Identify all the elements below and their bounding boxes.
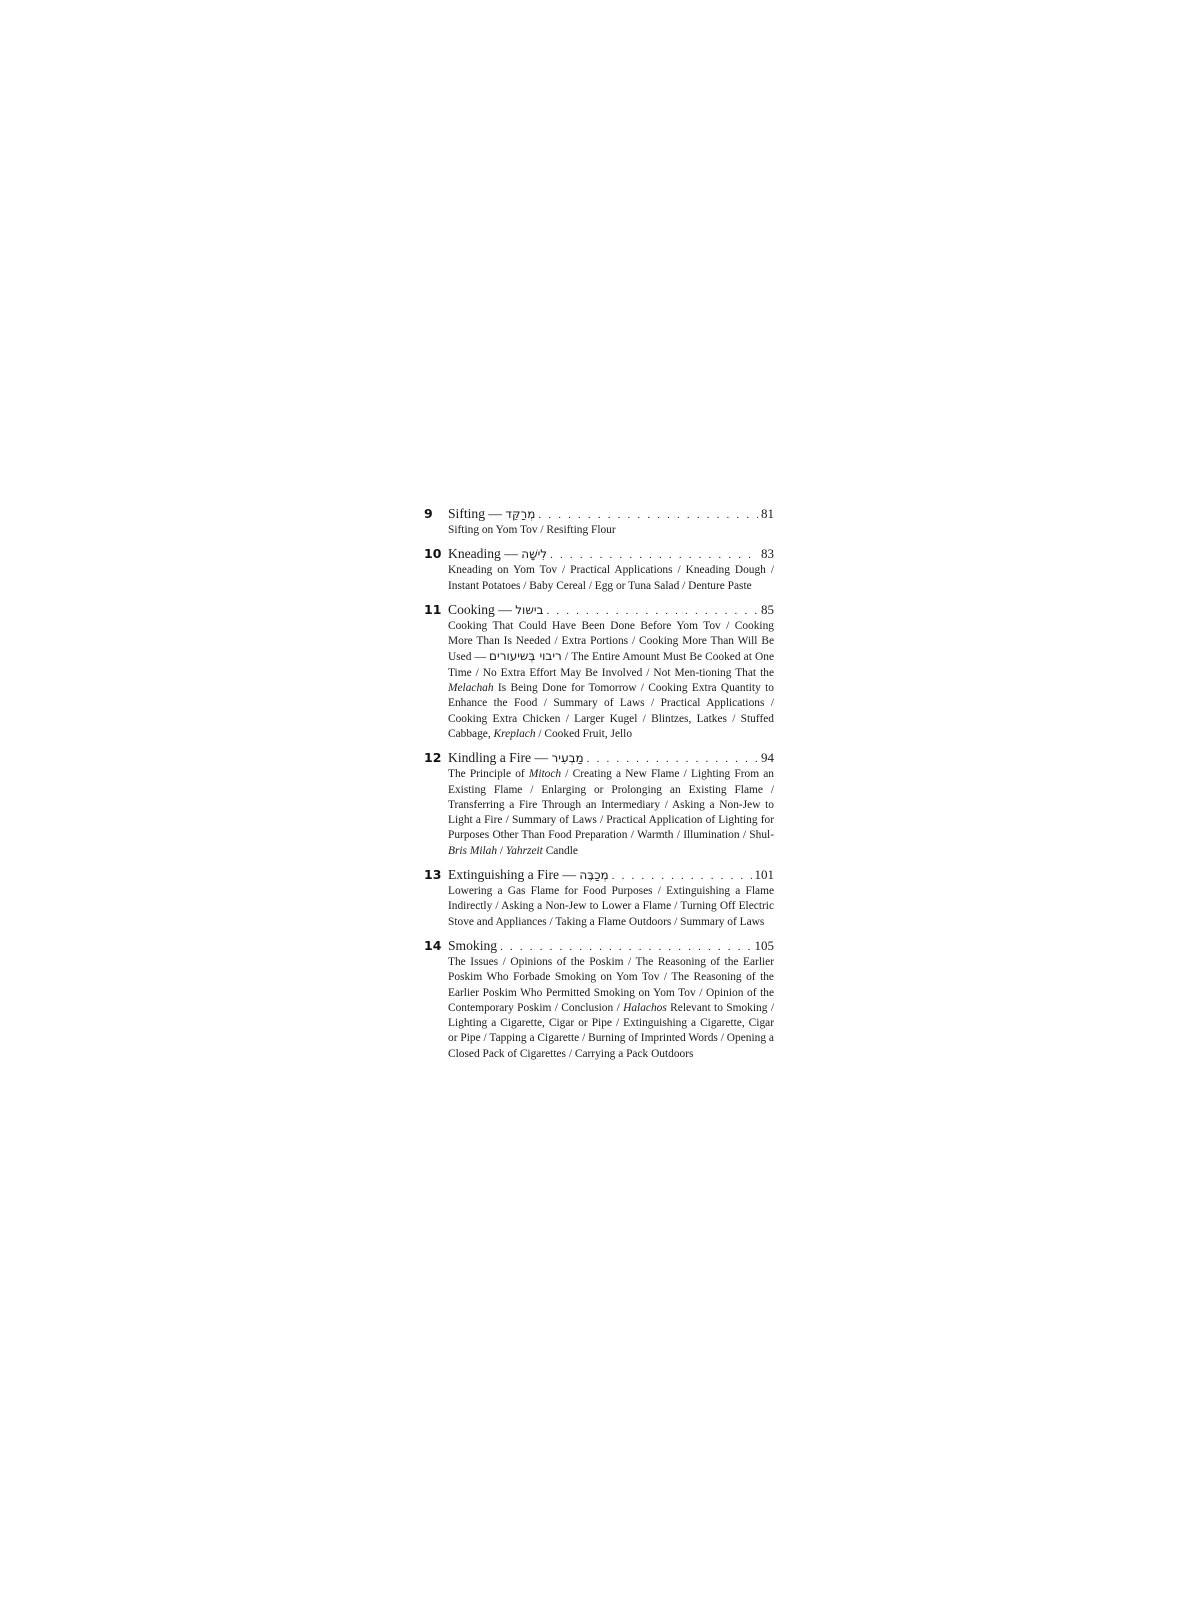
chapter-description [448, 619, 774, 742]
description-text: Relevant to Smoking / Lighting a Cigarette, Cigar or Pipe / Extinguishing a Cigarette, Cigar or Pipe / Tapping a Cigarette / Burning of Imprinted Words / Opening a Closed Pack of Cigarettes / Carrying a Pack Outdoors [448, 1001, 774, 1060]
chapter-title: Extinguishing a Fire [448, 867, 560, 883]
chapter-description [448, 767, 774, 859]
title-dash: — [504, 546, 518, 562]
page-number: 81 [761, 506, 774, 521]
hebrew-term: בישול [515, 602, 544, 617]
hebrew-term: מַבְעִיר [551, 751, 584, 766]
hebrew-term: מְכַבֶּה [579, 868, 609, 883]
hebrew-term: לִישָׁה [521, 547, 548, 562]
toc-entry [424, 750, 774, 859]
italic-term: Kreplach [493, 727, 536, 740]
description-text: Lowering a Gas Flame for Food Purposes / Extinguishing a Flame Indirectly / Asking a Non-Jew to Lower a Flame / Turning Off Electric Stove and Appliances / Taking a Flame Outdoors / Summary of Laws [448, 885, 774, 928]
page-number: 105 [754, 937, 774, 953]
description-text: Is Being Done for Tomorrow / Cooking Extra Quantity to Enhance the Food / Summary of Laws / Practical Applications / Cooking Extra Chicken / Larger Kugel / Blintzes, Latkes / Stuffed Cabbage, [448, 682, 774, 740]
toc-entry [424, 867, 774, 930]
description-text: Candle [542, 844, 578, 857]
description-text: The Principle of [448, 768, 529, 781]
title-dash: — [562, 867, 577, 883]
chapter-title-line [448, 506, 774, 523]
dot-leader [500, 939, 751, 955]
dot-leader [546, 603, 758, 619]
italic-term: Melachah [448, 682, 494, 695]
italic-term: Yahrzeit [505, 844, 543, 857]
description-text: / Creating a New Flame / Lighting From an Existing Flame / Enlarging or Prolonging an Existing Flame / Transferring a Fire Through an Intermediary / Asking a Non-Jew to Light a Fire / Summary of Laws / Practical Application of Lighting for Purposes Other Than Food Preparation / Warmth / Illumination / Shul- [448, 768, 774, 842]
chapter-title-line [448, 938, 774, 955]
italic-term: Mitoch [528, 768, 562, 781]
chapter-title: Sifting [448, 506, 486, 521]
dot-leader [612, 868, 752, 884]
title-dash: — [488, 506, 503, 521]
italic-term: Halachos [623, 1001, 667, 1014]
page-number: 83 [761, 546, 774, 562]
chapter-number: 12 [424, 750, 442, 766]
chapter-number: 9 [424, 506, 433, 521]
description-text: Kneading on Yom Tov / Practical Applications / Kneading Dough / Instant Potatoes / Baby Cereal / Egg or Tuna Salad / Denture Paste [448, 564, 774, 592]
chapter-number: 13 [424, 867, 442, 883]
chapter-title-line [448, 750, 774, 767]
page-number: 94 [761, 750, 774, 766]
page-number: 101 [754, 867, 774, 883]
chapter-title: Kneading [448, 546, 501, 562]
chapter-number: 11 [424, 601, 442, 617]
toc-entry [424, 546, 774, 594]
hebrew-term: ריבוי בְּשיעורים [489, 649, 562, 664]
table-of-contents [424, 506, 774, 1070]
chapter-title: Smoking [448, 937, 498, 953]
description-text: / The Entire Amount Must Be Cooked at One Time / No Extra Effort May Be Involved / Not Men-tioning That the [448, 651, 774, 679]
chapter-title-line [448, 867, 774, 884]
toc-entry [424, 506, 774, 538]
title-dash: — [534, 750, 549, 766]
description-text: The Issues / Opinions of the Poskim / The Reasoning of the Earlier Poskim Who Forbade Smoking on Yom Tov / The Reasoning of the Earlier Poskim Who Permitted Smoking on Yom Tov / Opinion of the Contemporary Poskim / Conclusion / [448, 955, 774, 1014]
chapter-title-line [448, 546, 774, 563]
chapter-description [448, 884, 774, 930]
page-number: 85 [761, 601, 774, 617]
chapter-description [448, 523, 774, 538]
hebrew-term: מְרַקֵּד [505, 507, 536, 521]
chapter-number: 10 [424, 546, 442, 562]
dot-leader [550, 547, 758, 563]
chapter-number: 14 [424, 937, 442, 953]
chapter-description [448, 563, 774, 594]
title-dash: — [498, 601, 512, 617]
toc-entry [424, 938, 774, 1062]
dot-leader [538, 507, 758, 523]
chapter-title: Kindling a Fire [448, 750, 532, 766]
chapter-title-line [448, 602, 774, 619]
description-text: Cooking That Could Have Been Done Before Yom Tov / Cooking More Than Is Needed / Extra Portions / Cooking More Than Will Be Used — [448, 619, 774, 664]
dot-leader [587, 751, 758, 767]
description-text: / Cooked Fruit, Jello [535, 727, 633, 740]
description-text: / [497, 844, 506, 857]
toc-entry [424, 602, 774, 742]
chapter-title: Cooking [448, 601, 495, 617]
chapter-description [448, 955, 774, 1062]
italic-term: Bris Milah [448, 844, 498, 857]
description-text: Sifting on Yom Tov / Resifting Flour [448, 524, 616, 536]
